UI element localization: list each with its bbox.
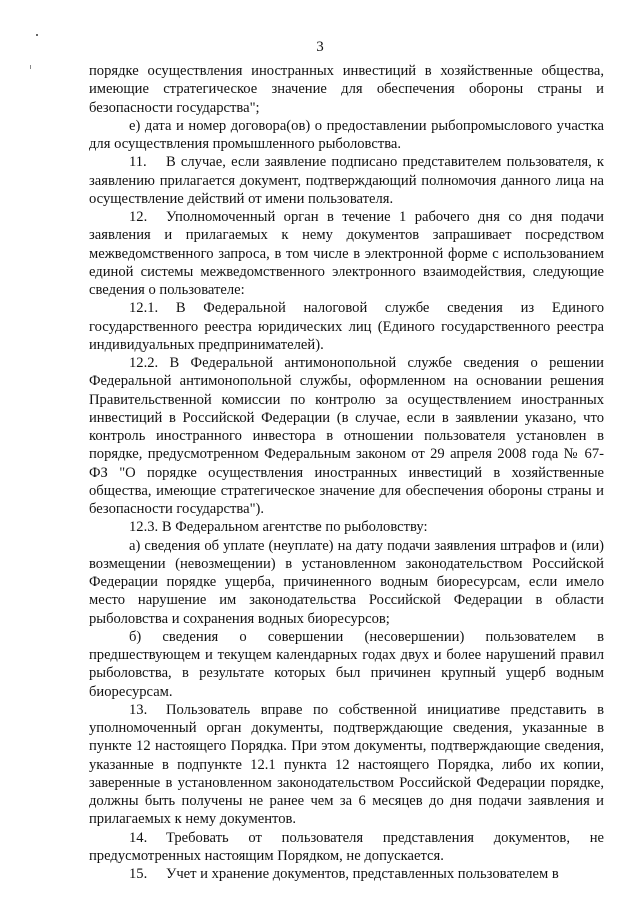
paragraph [89, 153, 604, 208]
paragraph-number: 14. [129, 829, 148, 846]
paragraph-number: 13. [129, 701, 148, 718]
paragraph-text: 12.3. В Федеральном агентстве по рыболовству: [129, 519, 428, 536]
paragraph-number: 15. [129, 866, 148, 882]
paragraph [89, 829, 604, 866]
paragraph-text: В случае, если заявление подписано представителем пользователя, к заявлению прилагается документ, подтверждающий полномочия данного лица на осуществление действий от имени пользователя. [89, 154, 604, 207]
paragraph-text: а) сведения об уплате (неуплате) на дату подачи заявления штрафов и (или) возмещении (невозмещении) в установленном законодательством Российской Федерации порядке ущерба, причиненного водным биоресурсам, если имело место нарушение им законодательства Российской Федерации в области рыболовства и сохранения водных биоресурсов; [89, 537, 604, 627]
paragraph-text: б) сведения о совершении (несовершении) пользователем в предшествующем и текущем календарных годах двух и более нарушений правил рыболовства, в результате которых был причинен крупный ущерб водным биоресурсам. [89, 628, 604, 700]
paragraph-number: 11. [129, 154, 147, 171]
scan-mark [30, 65, 31, 69]
paragraph-text: 12.2. В Федеральной антимонопольной службе сведения о решении Федеральной антимонопольной службы, оформленном на основании решения Правительственной комиссии по контролю за осуществлением иностранных инвестиций в Российской Федерации (в случае, если в заявлении указано, что контроль иностранного инвестора в отношении пользователя установлен в порядке, предусмотренном Федеральным законом от 29 апреля 2008 года № 67-ФЗ "О порядке осуществления иностранных инвестиций в хозяйственные общества, имеющие стратегическое значение для обеспечения обороны страны и безопасности государства"). [89, 355, 604, 517]
paragraph [89, 865, 604, 883]
paragraph [89, 518, 604, 536]
page-number: 3 [316, 39, 324, 55]
paragraph [89, 62, 604, 117]
paragraph-text: порядке осуществления иностранных инвестиций в хозяйственные общества, имеющие стратегическое значение для обеспечения обороны страны и безопасности государства"; [89, 63, 604, 116]
paragraph-text: Требовать от пользователя представления документов, не предусмотренных настоящим Порядком, не допускается. [89, 829, 604, 864]
paragraph [89, 299, 604, 354]
paragraph-text: Пользователь вправе по собственной инициативе представить в уполномоченный орган документы, подтверждающие сведения, указанные в пункте 12 настоящего Порядка. При этом документы, подтверждающие сведения, указанные в подпункте 12.1 пункта 12 настоящего Порядка, либо их копии, заверенные в установленном законодательством Российской Федерации порядке, должны быть получены не ранее чем за 6 месяцев до дня подачи заявления и прилагаемых к нему документов. [89, 701, 604, 828]
paragraph [89, 701, 604, 829]
paragraph-text: 12.1. В Федеральной налоговой службе сведения из Единого государственного реестра юридических лиц (Единого государственного реестра индивидуальных предпринимателей). [89, 300, 604, 353]
paragraph-number: 12. [129, 209, 148, 225]
paragraph-text: Уполномоченный орган в течение 1 рабочего дня со дня подачи заявления и прилагаемых к нему документов запрашивает посредством межведомственного запроса, в том числе в электронной форме с использованием единой системы межведомственного электронного взаимодействия, следующие сведения о пользователе: [89, 209, 604, 298]
paragraph [89, 628, 604, 701]
paragraph [89, 537, 604, 628]
paragraph [89, 208, 604, 299]
paragraph [89, 354, 604, 518]
paragraph [89, 117, 604, 154]
scan-mark [36, 34, 38, 36]
paragraph-text: е) дата и номер договора(ов) о предоставлении рыбопромыслового участка для осуществления промышленного рыболовства. [89, 117, 604, 152]
document-body [89, 62, 604, 883]
paragraph-text: Учет и хранение документов, представленных пользователем в [166, 866, 559, 882]
